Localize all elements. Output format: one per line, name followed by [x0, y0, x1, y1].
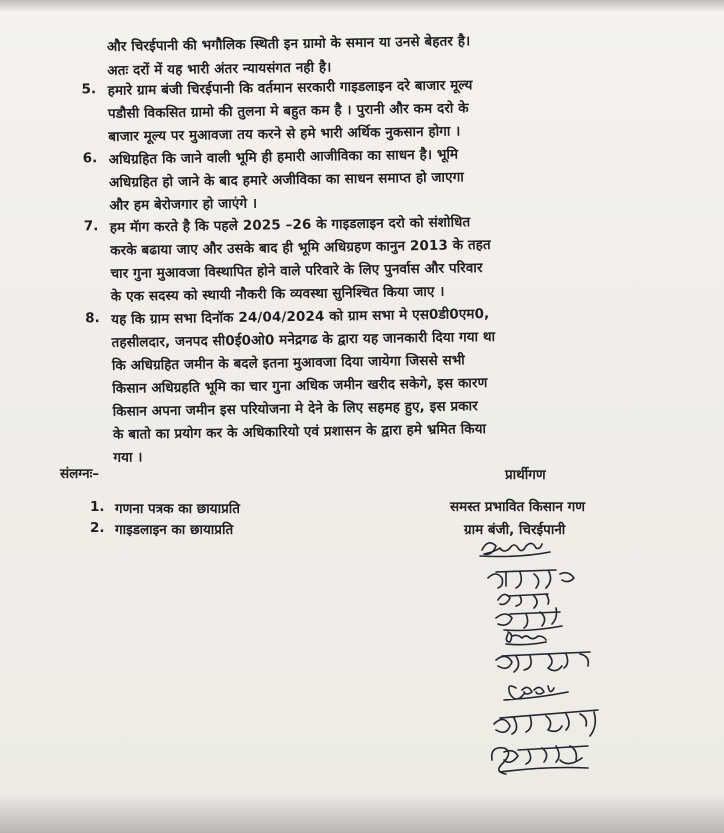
signature-1	[480, 543, 550, 557]
point-7-line-1: हम मॅाग करते है कि पहले 2025 –26 के गाइडलाइन दरो को संशोधित	[109, 214, 471, 236]
point-4-line-2: अतः दरों में यह भारी अंतर न्यायसंगत नही है।	[107, 59, 332, 79]
point-8-line-2: तहसीलदार, जनपद सी0ई0ओ0 मनेद्रगढ के द्वारा यह जानकारी दिया गया था	[111, 328, 496, 351]
point-7-line-4: के एक सदस्य को स्थायी नौकरी कि व्यवस्था सुनिश्चित किया जाए ।	[110, 283, 445, 305]
signature-6	[496, 652, 590, 672]
point-5-line-2: पडौसी विकसित ग्रामो की तुलना मे बहुत कम है । पुरानी और कम दरो के	[107, 100, 469, 122]
signature-4	[496, 608, 562, 631]
enclosure-2-text: गाइडलाइन का छायाप्रति	[115, 522, 234, 538]
enclosure-1-number: 1.	[90, 499, 105, 515]
point-5-line-3: बाजार मूल्य पर मुआवजा तय करने से हमे भारी अर्थिक नुकसान होगा ।	[108, 123, 461, 145]
point-5-number: 5.	[81, 81, 97, 98]
point-8-line-1: यह कि ग्राम सभा दिनॉक 24/04/2024 को ग्राम सभा मे एस0डी0एम0,	[111, 305, 490, 328]
signature-5	[506, 632, 546, 645]
point-6-line-2: अधिग्रहित हो जाने के बाद हमारे अजीविका का साधन समाप्त हो जाएगा	[108, 169, 464, 191]
signature-8	[494, 710, 598, 736]
enclosure-2-number: 2.	[90, 520, 105, 536]
enclosure-1-text: गणना पत्रक का छायाप्रति	[115, 501, 240, 517]
point-8-line-4: किसान अधिग्रहति भूमि का चार गुना अधिक जमीन खरीद सकेगे, इस कारण	[112, 375, 488, 397]
point-8-number: 8.	[85, 310, 100, 327]
petitioners-heading: प्रार्थीगण	[505, 467, 546, 483]
point-6-line-1: अधिग्रहित कि जाने वाली भूमि ही हमारी आजीविका का साधन है। भूमि	[108, 146, 459, 168]
point-8-line-6: के बातो का प्रयोग कर के अधिकारियो एवं प्रशासन के द्वारा हमे भ्रमित किया	[112, 421, 487, 443]
point-6-number: 6.	[82, 150, 98, 167]
signature-3	[498, 594, 549, 608]
point-6-line-3: और हम बेरोजगार हो जाएंगे ।	[109, 195, 258, 214]
point-8-line-7: गया ।	[113, 449, 143, 466]
point-8-line-3: कि अधिग्रहित जमीन के बदले इतना मुआवजा दिया जायेगा जिससे सभी	[111, 352, 465, 374]
signature-2	[488, 570, 574, 588]
point-4-line-1: और चिरईपानी की भगौलिक स्थिती इन ग्रामो के समान या उनसे बेहतर है।	[106, 33, 471, 55]
signature-9	[492, 746, 588, 774]
signature-7	[504, 686, 568, 700]
enclosures-heading: संलग्नः–	[60, 466, 100, 482]
point-8-line-5: किसान अपना जमीन इस परियोजना मे देने के लिए सहमह हुए, इस प्रकार	[112, 398, 478, 420]
petitioners-line-2: ग्राम बंजी, चिरईपानी	[464, 522, 566, 538]
point-7-number: 7.	[83, 218, 99, 235]
petitioners-line-1: समस्त प्रभावित किसान गण	[450, 499, 585, 515]
point-7-line-2: करके बढाया जाए और उसके बाद ही भूमि अधिग्रहण कानुन 2013 के तहत	[110, 236, 491, 259]
point-7-line-3: चार गुना मुआवजा विस्थापित होने वाले परिवारे के लिए पुनर्वास और परिवार	[110, 260, 483, 282]
scan-shadow-bottom	[0, 793, 724, 833]
point-5-line-1: हमारे ग्राम बंजी चिरईपानी कि वर्तमान सरकारी गाइडलाइन दरे बाजार मूल्य	[107, 77, 473, 99]
